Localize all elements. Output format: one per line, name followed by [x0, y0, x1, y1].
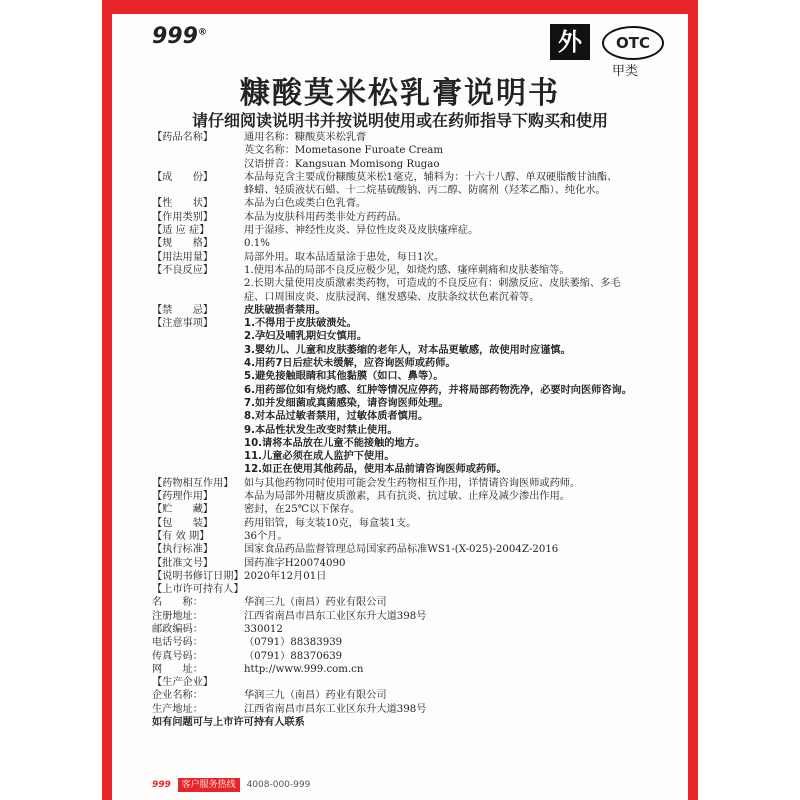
- line-text: 局部外用。取本品适量涂于患处，每日1次。: [244, 251, 445, 263]
- line-text: 国药准字H20074090: [244, 557, 346, 569]
- line-text: 华润三九（南昌）药业有限公司: [244, 597, 387, 609]
- leaflet-line: [152, 237, 682, 250]
- leaflet-line: [152, 477, 682, 490]
- line-text: 10.请将本品放在儿童不能接触的地方。: [244, 437, 426, 449]
- line-label: 网 址：: [152, 663, 203, 675]
- line-label: 【规 格】: [152, 238, 214, 250]
- leaflet-line: [152, 490, 682, 503]
- leaflet-line: [152, 663, 682, 676]
- line-label: 【有 效 期】: [152, 530, 210, 542]
- line-text: 本品为局部外用糖皮质激素，具有抗炎、抗过敏、止痒及减少渗出作用。: [244, 491, 570, 503]
- line-label: 【用法用量】: [152, 251, 214, 263]
- line-text: 5.避免接触眼睛和其他黏膜（如口、鼻等）。: [244, 371, 444, 383]
- line-text: 330012: [244, 623, 283, 635]
- line-label: 企业名称：: [152, 690, 203, 702]
- leaflet-line: [152, 676, 682, 689]
- line-text: 密封，在25℃以下保存。: [244, 504, 361, 516]
- leaflet-line: [152, 291, 682, 304]
- line-text: 8.对本品过敏者禁用，过敏体质者慎用。: [244, 411, 429, 423]
- leaflet-line: [152, 317, 682, 330]
- leaflet-line: [152, 716, 682, 729]
- line-label: 【上市许可持有人】: [152, 584, 244, 596]
- leaflet-line: [152, 503, 682, 516]
- leaflet-line: [152, 517, 682, 530]
- line-label: 【作用类别】: [152, 211, 214, 223]
- leaflet-line: [152, 424, 682, 437]
- leaflet-line: [152, 530, 682, 543]
- line-text: 华润三九（南昌）药业有限公司: [244, 690, 387, 702]
- line-label: 【禁 忌】: [152, 304, 214, 316]
- leaflet-line: [152, 330, 682, 343]
- leaflet-line: [152, 184, 682, 197]
- line-label: 【注意事项】: [152, 318, 214, 330]
- line-text: （0791）88370639: [244, 650, 343, 662]
- line-text: http://www.999.com.cn: [244, 663, 364, 675]
- leaflet-line: [152, 264, 682, 277]
- line-text: 2.长期大量使用皮质激素类药物，可造成的不良反应有：刺激反应、皮肤萎缩、多毛: [244, 278, 621, 290]
- line-label: 【贮 藏】: [152, 504, 214, 516]
- leaflet-line: [152, 636, 682, 649]
- leaflet-line: [152, 224, 682, 237]
- leaflet-line: [152, 211, 682, 224]
- leaflet-page: [112, 0, 688, 800]
- line-label: 【生产企业】: [152, 677, 214, 689]
- leaflet-body: [152, 131, 682, 729]
- line-text: 2020年12月01日: [244, 570, 327, 582]
- leaflet-line: [152, 304, 682, 317]
- leaflet-line: [152, 277, 682, 290]
- leaflet-line: [152, 344, 682, 357]
- line-label: 【药理作用】: [152, 491, 214, 503]
- line-text: 1.不得用于皮肤破溃处。: [244, 318, 357, 330]
- leaflet-line: [152, 357, 682, 370]
- leaflet-line: [152, 384, 682, 397]
- line-text: 症、口周围皮炎、皮肤浸润、继发感染、皮肤条纹状色素沉着等。: [244, 291, 540, 303]
- line-text: 7.如并发细菌或真菌感染，请咨询医师处理。: [244, 397, 449, 409]
- line-text: 本品为皮肤科用药类非处方药药品。: [244, 211, 407, 223]
- left-red-border: [102, 0, 112, 800]
- leaflet-line: [152, 144, 682, 157]
- line-text: 蜂蜡、轻质液状石蜡、十二烷基硫酸钠、丙二醇、防腐剂（羟苯乙酯）、纯化水。: [244, 185, 606, 197]
- line-label: 【批准文号】: [152, 557, 214, 569]
- leaflet-line: [152, 197, 682, 210]
- line-label: 【药品名称】: [152, 132, 214, 143]
- leaflet-line: [152, 370, 682, 383]
- right-red-border: [688, 0, 698, 800]
- leaflet-line: [152, 557, 682, 570]
- leaflet-line: [152, 689, 682, 702]
- line-text: 国家食品药品监督管理总局国家药品标准WS1-(X-025)-2004Z-2016: [244, 544, 559, 556]
- line-text: 3.婴幼儿、儿童和皮肤萎缩的老年人，对本品更敏感，故使用时应谨慎。: [244, 344, 571, 356]
- line-label: 【说明书修订日期】: [152, 570, 244, 582]
- line-label: 【成 份】: [152, 171, 214, 183]
- leaflet-line: [152, 437, 682, 450]
- line-text: 江西省南昌市昌东工业区东升大道398号: [244, 610, 427, 622]
- line-text: 4.用药7日后症状未缓解，应咨询医师或药师。: [244, 358, 456, 370]
- document-subtitle: 请仔细阅读说明书并按说明使用或在药师指导下购买和使用: [191, 111, 608, 130]
- line-label: 邮政编码：: [152, 623, 203, 635]
- leaflet-line: [152, 703, 682, 716]
- brand-logo: 999®: [152, 24, 207, 49]
- line-label: 电话号码：: [152, 637, 203, 649]
- line-text: 2.孕妇及哺乳期妇女慎用。: [244, 331, 368, 343]
- line-text: 如有问题可与上市许可持有人联系: [152, 717, 305, 729]
- leaflet-line: [152, 251, 682, 264]
- line-text: （0791）88383939: [244, 637, 343, 649]
- top-red-strip: [112, 0, 688, 14]
- leaflet-line: [152, 596, 682, 609]
- line-text: 用于湿疹、神经性皮炎、异位性皮炎及皮肤瘙痒症。: [244, 225, 479, 237]
- line-text: 通用名称：糠酸莫米松乳膏: [244, 132, 367, 143]
- hotline-number: 4008-000-999: [246, 780, 311, 790]
- leaflet-line: [152, 450, 682, 463]
- external-use-badge: 外: [550, 24, 590, 60]
- line-text: 英文名称：Mometasone Furoate Cream: [244, 145, 444, 157]
- leaflet-line: [152, 397, 682, 410]
- leaflet-line: [152, 410, 682, 423]
- leaflet-line: [152, 131, 682, 144]
- otc-class-label: 甲类: [612, 64, 639, 79]
- leaflet-line: [152, 463, 682, 476]
- footer-logo: 999: [152, 780, 171, 790]
- leaflet-line: [152, 650, 682, 663]
- line-label: 【药物相互作用】: [152, 477, 234, 489]
- line-label: 【包 装】: [152, 517, 214, 529]
- line-text: 皮肤破损者禁用。: [244, 304, 326, 316]
- hotline-label: 客户服务热线: [178, 778, 240, 792]
- document-title: 糠酸莫米松乳膏说明书: [240, 76, 560, 111]
- line-label: 【不良反应】: [152, 264, 214, 276]
- line-text: 36个月。: [244, 530, 288, 542]
- line-text: 11.儿童必须在成人监护下使用。: [244, 451, 395, 463]
- line-text: 本品为白色或类白色乳膏。: [244, 198, 367, 210]
- leaflet-line: [152, 543, 682, 556]
- line-label: 【适 应 症】: [152, 225, 210, 237]
- leaflet-line: [152, 623, 682, 636]
- line-text: 药用铝管，每支装10克，每盒装1支。: [244, 517, 417, 529]
- otc-badge: OTC: [602, 26, 664, 60]
- leaflet-line: [152, 171, 682, 184]
- line-text: 汉语拼音：Kangsuan Momisong Rugao: [244, 158, 440, 170]
- line-label: 【执行标准】: [152, 544, 214, 556]
- leaflet-line: [152, 158, 682, 171]
- line-text: 6.用药部位如有烧灼感、红肿等情况应停药，并将局部药物洗净，必要时向医师咨询。: [244, 384, 632, 396]
- line-label: 【性 状】: [152, 198, 214, 210]
- line-label: 注册地址：: [152, 610, 203, 622]
- line-text: 12.如正在使用其他药品，使用本品前请咨询医师或药师。: [244, 464, 507, 476]
- line-text: 本品每克含主要成份糠酸莫米松1毫克，辅料为：十六十八醇、单双硬脂酸甘油酯、: [244, 171, 618, 183]
- leaflet-line: [152, 610, 682, 623]
- line-text: 江西省南昌市昌东工业区东升大道398号: [244, 703, 427, 715]
- line-text: 1.使用本品的局部不良反应极少见，如烧灼感、瘙痒刺痛和皮肤萎缩等。: [244, 264, 570, 276]
- line-text: 9.本品性状发生改变时禁止使用。: [244, 424, 398, 436]
- footer-bar: [152, 778, 492, 792]
- line-label: 生产地址：: [152, 703, 203, 715]
- leaflet-line: [152, 570, 682, 583]
- line-text: 0.1%: [244, 238, 270, 250]
- line-label: 传真号码：: [152, 650, 203, 662]
- leaflet-line: [152, 583, 682, 596]
- line-text: 如与其他药物同时使用可能会发生药物相互作用，详情请咨询医师或药师。: [244, 477, 581, 489]
- line-label: 名 称：: [152, 597, 203, 609]
